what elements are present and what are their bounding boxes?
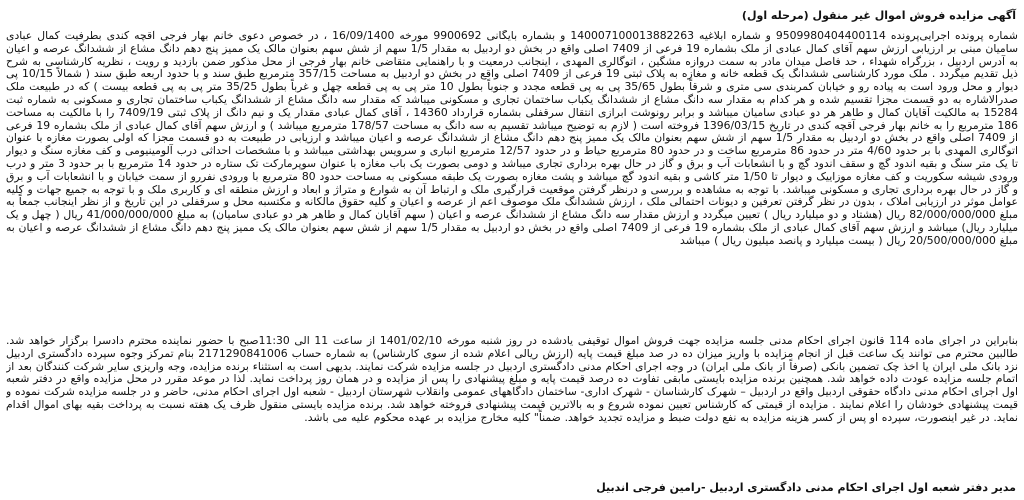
notice-paragraph-appraisal: شماره پرونده اجرایی‌پرونده 9509980404400114 و شماره ابلاغیه 140007100013882263 و بشماره بایگانی 9900692 مورخه 16/09/1400 ، در خصوص دعوی خانم بهار فرجی آقچه کندی بطرفیت کمال عبادی سامیان مبنی بر ارزیابی ارزش سهم آقای کمال عبادی از ملک بشماره 19 فرعی از 7409 اصلی واقع در بخش دو اردبیل به مقدار 1/5 سهم از شش سهم بعنوان مالک یک ممیز پنج دهم دانگ مشاع از ششدانگ عرصه و اعیان به آدرس اردبیل ، بزرگراه شهداء ، حد فاصل میدان مادر به سمت دروازه مشگین ، اتوگالری المهدی ، اینجانب درمعیت و با راهنمایی متقاضی خانم بهار فرجی از محل مذکور ضمن بازدید و رویت ، نظریه کارشناسی به شرح ذیل تقدیم میگردد . ملک مورد کارشناسی ششدانگ یک قطعه خانه و مغازه به پلاک ثبتی 19 فرعی از 7409 اصلی واقع در بخش دو اردبیل به مساحت 357/15 مترمربع طبق سند و با حدود اربعه طبق سند ( شمالاً 10/15 پی دیوار و محل ورود است به پیاده رو و خیابان کمربندی سی متری و شرقاً بطول 35/65 پی به پی قطعه مجدد و جنوباً بطول 10 متر پی به پی قطعه چهل و غرباً بطول 35/25 متر پی به پی قطعه بیست ) که در طبیعت ملک صدرالاشاره به دو قسمت مجزا تقسیم شده و هر کدام به مقدار سه دانگ مشاع از ششدانگ یکباب ساختمان تجاری و مسکونی میباشد که مقدار سه دانگ مشاع از ششدانگ یکباب ساختمان تجاری و مسکونی به شماره ثبت 15284 به مالکیت آقایان کمال و طاهر هر دو عبادی سامیان میباشد و برابر رونوشت ابرازی انتقال سرقفلی بشماره قرارداد 14360 ، آقای کمال عبادی مقدار یک و نیم دانگ از پلاک ثبتی 7409/19 را با مالکیت به مساحت 186 مترمربع را به خانم بهار فرجی آقچه کندی در تاریخ 1396/03/15 فروخته است ( لازم به توضیح میباشد تقسیم به سه دانگ به مساحت 178/57 مترمربع میباشد ) و ارزش سهم آقای کمال عبادی از ملک بشماره 19 فرعی از 7409 اصلی واقع در بخش دو اردبیل به مقدار 1/5 سهم از شش سهم بعنوان مالک یک ممیز پنج دهم دانگ مشاع از ششدانگ عرصه و اعیان میباشد و ارزیابی در طبیعت به دو قسمت مجزا که اولی بصورت مغازه با عنوان اتوگالری المهدی با بر حدود 4/60 متر در حدود 86 مترمربع ساخت و در حدود 80 مترمربع حیاط و در حدود 12/57 مترمربع انباری و سرویس بهداشتی میباشد و با مشخصات احداثی درب آلومینیومی و کف مغازه سنگ و دیوار تا یک متر سنگ و بقیه اندود گچ و سقف اندود گچ و با انشعابات آب و برق و گاز در حال بهره برداری تجاری میباشد و دومی بصورت یک باب مغازه با عنوان سوپرمارکت تک ستاره در حدود 14 مترمربع با بر حدود 3 متر و درب ورودی شیشه سکوریت و کف مغازه موزاییک و دیوار تا 1/50 متر کاشی و بقیه اندود گچ میباشد و پشت مغازه بصورت یک طبقه مسکونی به مساحت حدود 80 مترمربع با ورودی نفررو از سمت خیابان و با انشعابات آب و برق و گاز در حال بهره برداری تجاری و مسکونی میباشد. با توجه به مشاهده و بررسی و درنظر گرفتن موقعیت قرارگیری ملک و ارتباط آن به شوارع و متراژ و ابعاد و ارزش منطقه ای و کاربری ملک و با توجه به جمیع جهات و کلیه عوامل موثر در ارزیابی املاک ، بدون در نظر گرفتن تعرفین و دیونات احتمالی ملک ، ارزش ششدانگ ملک موصوف اعم از عرصه و اعیان و کلیه حقوق مالکانه و مکتسبه محل و سرقفلی در این تاریخ و از نظر اینجانب جمعاً به مبلغ 82/000/000/000 ریال (هشتاد و دو میلیارد ریال ) تعیین میگردد و ارزش مقدار سه دانگ مشاع از ششدانگ عرصه و اعیان ( سهم آقایان کمال و طاهر هر دو عبادی سامیان) به مبلغ 41/000/000/000 ریال ( چهل و یک میلیارد ریال) میباشد و ارزش سهم آقای کمال عبادی از ملک بشماره 19 فرعی از 7409 اصلی واقع در بخش دو اردبیل به مقدار 1/5 سهم از شش سهم بعنوان مالک یک ممیز پنج دهم دانگ مشاع از ششدانگ عرصه و اعیان به مبلغ 20/500/000/000 ریال ( بیست میلیارد و پانصد میلیون ریال ) میباشد (6, 30, 1018, 247)
notice-signature: مدیر دفتر شعبه اول اجرای احکام مدنی دادگستری اردبیل -رامین فرجی اندبیل (596, 481, 1016, 494)
notice-paragraph-auction-terms: بنابراین در اجرای ماده 114 قانون اجرای احکام مدنی جلسه مزایده جهت فروش اموال توقیفی یادشده در روز شنبه مورخه 1401/02/10 از ساعت 11 الی 11:30صبح با حضور نماینده محترم دادسرا برگزار خواهد شد. طالبین محترم می توانند یک ساعت قبل از انجام مزایده با واریز میزان ده در صد مبلغ قیمت پایه (ارزش ریالی اعلام شده از سوی کارشناس) به شماره حساب 2171290841006 بنام تمرکز وجوه سپرده دادگستری اردبیل نزد بانک ملی ایران یا اخذ چک تضمین بانکی (صرفاً از بانک ملی ایران) در وجه اجرای احکام مدنی دادگستری اردبیل در جلسه مزایده شرکت نمایند. بدیهی است به استثناء برنده مزایده، وجه واریزی سایر شرکت کنندگان بعد از اتمام جلسه مزایده عودت داده خواهد شد. همچنین برنده مزایده بایستی مابقی تفاوت ده درصد قیمت پایه و مبلغ پیشنهادی را پس از مزایده و در همان روز پرداخت نماید. لذا در موعد مقرر در محل مزایده واقع در دفتر شعبه اول اجرای احکام مدنی دادگاه حقوقی اردبیل واقع در اردبیل – شهرک کارشناسان - شهرک اداری- ساختمان دادگاههای عمومی وانقلاب شهرستان اردبیل - شعبه اول اجرای احکام مدنی، حاضر و در جلسه مزایده شرکت نموده و قیمت پیشنهادی خودشان را اعلام نمایند . مزایده از قیمتی که کارشناس تعیین نموده شروع و به بالاترین قیمت پیشنهادی فروخته خواهد شد. برنده مزایده بایستی منقول ظرف یک هفته نسبت به پرداخت بقیه بهای اموال اقدام نماید. در غیر اینصورت، سپرده او پس از کسر هزینه مزایده به نفع دولت ضبط و مزایده تجدید خواهد. ضمناً" کلیه مخارج مزایده بر عهده محکوم علیه می باشد. (6, 335, 1018, 424)
notice-title: آگهی مزایده فروش اموال غیر منقول (مرحله اول) (741, 9, 1016, 22)
